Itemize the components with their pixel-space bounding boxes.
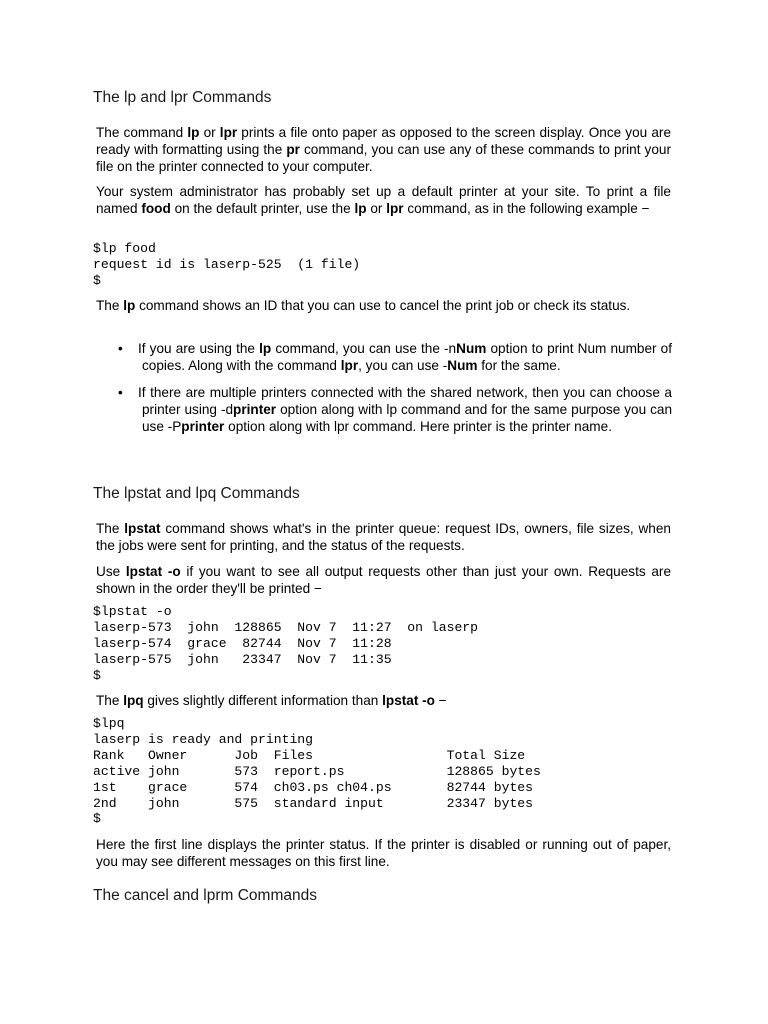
code-line: $: [93, 272, 101, 288]
command-lp: lp: [123, 298, 136, 313]
bullet-list-lp-options: [0, 340, 672, 435]
paragraph-lp-id: The lp command shows an ID that you can use to cancel the print job or check its status.: [96, 298, 631, 313]
code-line: $: [93, 811, 101, 827]
command-lp: lp: [354, 201, 367, 216]
code-line: laserp is ready and printing: [93, 731, 314, 747]
code-line: 2nd john 575 standard input 23347 bytes: [93, 795, 534, 811]
paragraph-lp-intro: The command lp or lpr prints a file onto paper as opposed to the screen display. Once you are ready with formatting using the pr command, you can use any of these commands to print your file on the printer connected to your computer.: [96, 125, 671, 174]
code-line: $: [93, 667, 101, 683]
command-lpq: lpq: [123, 693, 144, 708]
command-pr: pr: [286, 142, 300, 157]
code-line: laserp-574 grace 82744 Nov 7 11:28: [93, 635, 392, 651]
code-line: $lp food: [93, 241, 156, 256]
section-heading-lpstat-lpq: The lpstat and lpq Commands: [93, 485, 300, 502]
bullet-icon: •: [118, 341, 123, 356]
list-item: • If you are using the lp command, you can use the -nNum option to print Num number of copies. Along with the command lpr, you can use -Num for the same.: [118, 341, 673, 373]
paragraph-printer-status: Here the first line displays the printer status. If the printer is disabled or running out of paper, you may see different messages on this first line.: [96, 837, 671, 869]
code-block-lpstat: [93, 604, 478, 684]
paragraph-lpq: The lpq gives slightly different information than lpstat -o −: [96, 693, 447, 708]
code-block-lp: [93, 241, 360, 289]
command-lpstat-o: lpstat -o: [125, 564, 181, 579]
command-lpstat-o: lpstat -o: [382, 693, 435, 708]
section-heading-cancel-lprm: The cancel and lprm Commands: [93, 887, 317, 904]
paragraph-lpstat-intro: The lpstat command shows what's in the printer queue: request IDs, owners, file sizes, when the jobs were sent for printing, and the status of the requests.: [96, 521, 671, 553]
code-line: request id is laserp-525 (1 file): [93, 256, 361, 272]
paragraph-lpstat-o: Use lpstat -o if you want to see all output requests other than just your own. Requests are shown in the order they'll be printed −: [96, 564, 672, 596]
command-lpstat: lpstat: [124, 521, 161, 536]
code-line: $lpstat -o: [93, 604, 172, 619]
section-heading-lp-lpr: The lp and lpr Commands: [93, 89, 272, 106]
list-item: • If there are multiple printers connected with the shared network, then you can choose a printer using -dprinter option along with lp command and for the same purpose you can use -Pprinter option along with lpr command. Here printer is the printer name.: [118, 385, 673, 434]
code-line: active john 573 report.ps 128865 bytes: [93, 763, 541, 779]
filename-food: food: [141, 201, 171, 216]
command-lpr: lpr: [219, 125, 238, 140]
code-line: laserp-575 john 23347 Nov 7 11:35: [93, 651, 392, 667]
bullet-icon: •: [118, 385, 123, 400]
paragraph-default-printer: Your system administrator has probably set up a default printer at your site. To print a file named food on the default printer, use the lp or lpr command, as in the following example −: [96, 184, 671, 216]
command-lpr: lpr: [386, 201, 404, 216]
code-block-lpq: [93, 716, 541, 827]
code-line: laserp-573 john 128865 Nov 7 11:27 on laserp: [93, 619, 479, 635]
code-line: 1st grace 574 ch03.ps ch04.ps 82744 bytes: [93, 779, 534, 795]
code-line: $lpq: [93, 716, 125, 731]
command-lp: lp: [187, 125, 200, 140]
code-line: Rank Owner Job Files Total Size: [93, 747, 526, 763]
